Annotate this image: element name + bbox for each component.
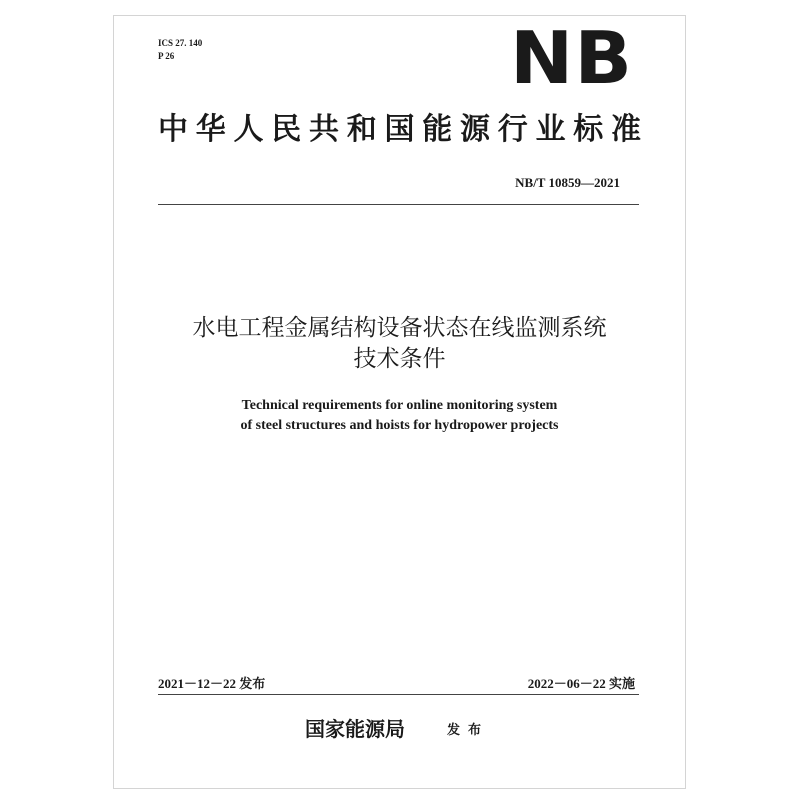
implementation-date: 2022－06－22 实施 — [527, 676, 635, 691]
series-title: 中华人民共和国能源行业标准 — [158, 112, 642, 147]
footer-divider — [158, 694, 639, 695]
ics-code: ICS 27. 140 — [158, 38, 203, 48]
publisher-name: 国家能源局 — [305, 717, 405, 741]
title-en-line1: Technical requirements for online monitoring system — [241, 398, 558, 413]
title-en-line2: of steel structures and hoists for hydropower projects — [240, 418, 559, 433]
title-zh-line2: 技术条件 — [353, 346, 446, 372]
issue-date: 2021－12－22 发布 — [158, 676, 266, 691]
publish-label: 发布 — [447, 723, 490, 738]
header-divider — [158, 204, 639, 205]
classification-codes — [158, 37, 202, 63]
category-code: P 26 — [158, 51, 175, 61]
title-zh-line1: 水电工程金属结构设备状态在线监测系统 — [192, 315, 607, 341]
standard-number: NB/T 10859—2021 — [515, 175, 620, 190]
nb-logo: NB — [510, 16, 633, 100]
